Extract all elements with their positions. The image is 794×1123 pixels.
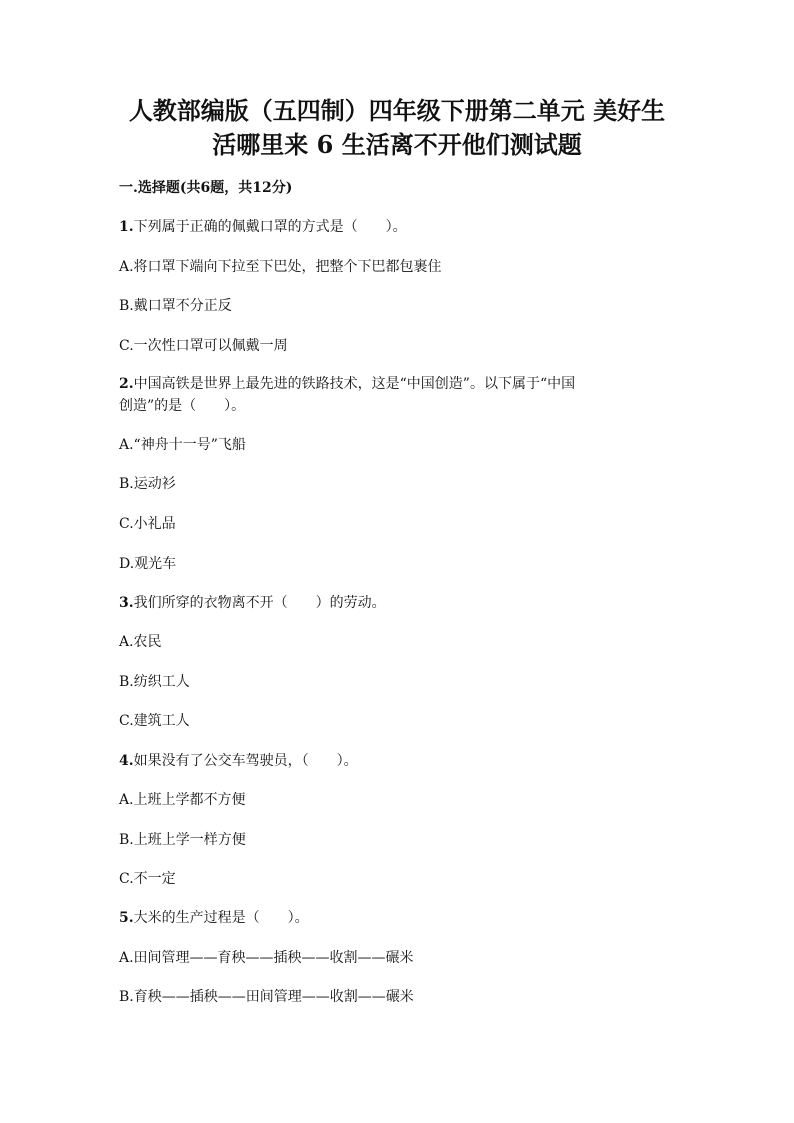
question-4-option-b: B.上班上学一样方便 <box>119 832 246 848</box>
question-2-option-b: B.运动衫 <box>119 476 176 492</box>
question-4-option-a: A.上班上学都不方便 <box>119 792 246 808</box>
question-text: 大米的生产过程是（ ）。 <box>133 910 309 926</box>
question-2-continued: 创造”的是（ ）。 <box>119 398 246 414</box>
question-number: 4. <box>119 753 134 769</box>
question-number: 2. <box>119 376 134 392</box>
question-2 <box>119 373 575 395</box>
question-3 <box>119 592 386 614</box>
question-text: 我们所穿的衣物离不开（ ）的劳动。 <box>133 595 386 611</box>
question-1-option-a: A.将口罩下端向下拉至下巴处，把整个下巴都包裹住 <box>119 259 442 275</box>
question-5-option-a: A.田间管理——育秧——插秧——收割——碾米 <box>119 950 414 966</box>
question-5-option-b: B.育秧——插秧——田间管理——收割——碾米 <box>119 989 414 1005</box>
question-3-option-a: A.农民 <box>119 634 162 650</box>
question-5 <box>119 907 309 929</box>
question-number: 1. <box>119 219 134 235</box>
document-title-line-2: 活哪里来 6 生活离不开他们测试题 <box>212 130 582 159</box>
question-2-option-d: D.观光车 <box>119 556 177 572</box>
question-text: 如果没有了公交车驾驶员，（ ）。 <box>133 753 358 769</box>
question-4-option-c: C.不一定 <box>119 871 176 887</box>
question-number: 3. <box>119 595 134 611</box>
question-3-option-c: C.建筑工人 <box>119 713 190 729</box>
question-number: 5. <box>119 910 134 926</box>
question-2-option-a: A.“神舟十一号”飞船 <box>119 437 246 453</box>
question-1-option-b: B.戴口罩不分正反 <box>119 298 232 314</box>
section-heading: 一.选择题(共6题，共12分) <box>119 180 293 196</box>
question-3-option-b: B.纺织工人 <box>119 674 190 690</box>
question-text: 下列属于正确的佩戴口罩的方式是（ ）。 <box>133 219 407 235</box>
question-1 <box>119 216 407 238</box>
document-title-line-1: 人教部编版（五四制）四年级下册第二单元 美好生 <box>128 96 666 125</box>
question-2-option-c: C.小礼品 <box>119 516 176 532</box>
question-4 <box>119 750 358 772</box>
question-text-line-1: 中国高铁是世界上最先进的铁路技术，这是“中国创造”。以下属于“中国 <box>133 376 576 392</box>
question-1-option-c: C.一次性口罩可以佩戴一周 <box>119 338 288 354</box>
